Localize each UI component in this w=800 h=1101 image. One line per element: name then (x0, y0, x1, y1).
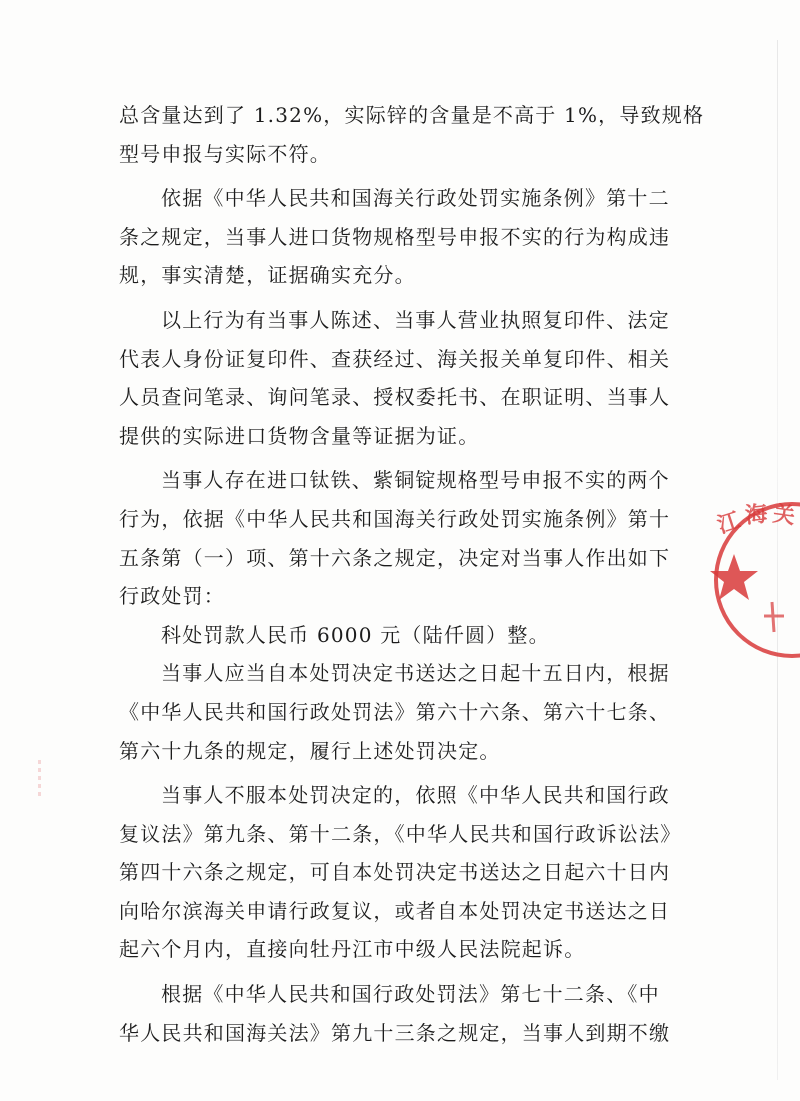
text-line: 依据《中华人民共和国海关行政处罚实施条例》第十二 (161, 186, 670, 211)
text-line: 第四十六条之规定，可自本处罚决定书送达之日起六十日内 (119, 860, 671, 885)
penalty-line: 科处罚款人民币 6000 元（陆仟圆）整。 (161, 622, 550, 647)
text-line: 提供的实际进口货物含量等证据为证。 (119, 423, 480, 448)
text-line: 行为，依据《中华人民共和国海关行政处罚实施条例》第十 (119, 506, 671, 531)
text-line: 根据《中华人民共和国行政处罚法》第七十二条、《中 (161, 982, 660, 1007)
text-line: 当事人应当自本处罚决定书送达之日起十五日内，根据 (161, 661, 670, 686)
official-seal-icon (700, 482, 800, 682)
text-line: 条之规定，当事人进口货物规格型号申报不实的行为构成违 (119, 224, 671, 249)
text-line: 《中华人民共和国行政处罚法》第六十六条、第六十七条、 (119, 699, 671, 724)
text-line: 代表人身份证复印件、查获经过、海关报关单复印件、相关 (119, 346, 671, 371)
text-line: 复议法》第九条、第十二条，《中华人民共和国行政诉讼法》 (119, 821, 682, 846)
text-line: 华人民共和国海关法》第九十三条之规定，当事人到期不缴 (119, 1020, 671, 1045)
text-line: 五条第（一）项、第十六条之规定，决定对当事人作出如下 (119, 545, 671, 570)
text-line: 规，事实清楚，证据确实充分。 (119, 263, 416, 288)
text-line: 当事人不服本处罚决定的，依照《中华人民共和国行政 (161, 783, 670, 808)
text-line: 人员查问笔录、询问笔录、授权委托书、在职证明、当事人 (119, 385, 671, 410)
text-line: 以上行为有当事人陈述、当事人营业执照复印件、法定 (161, 307, 670, 332)
seal-lettering: 江 (714, 507, 744, 539)
seal-lettering: 海 (743, 500, 769, 530)
text-line: 总含量达到了 1.32%，实际锌的含量是不高于 1%，导致规格 (119, 103, 705, 127)
text-line: 向哈尔滨海关申请行政复议，或者自本处罚决定书送达之日 (119, 898, 671, 923)
text-line: 当事人存在进口钛铁、紫铜锭规格型号申报不实的两个 (161, 468, 670, 493)
text-line: 起六个月内，直接向牡丹江市中级人民法院起诉。 (119, 937, 586, 962)
faint-red-mark (38, 760, 41, 800)
text-line: 行政处罚： (119, 584, 225, 609)
seal-lettering: 关 (771, 500, 797, 530)
text-line: 型号申报与实际不符。 (119, 141, 331, 166)
document-body (119, 96, 705, 1052)
text-line: 第六十九条的规定，履行上述处罚决定。 (119, 738, 501, 763)
